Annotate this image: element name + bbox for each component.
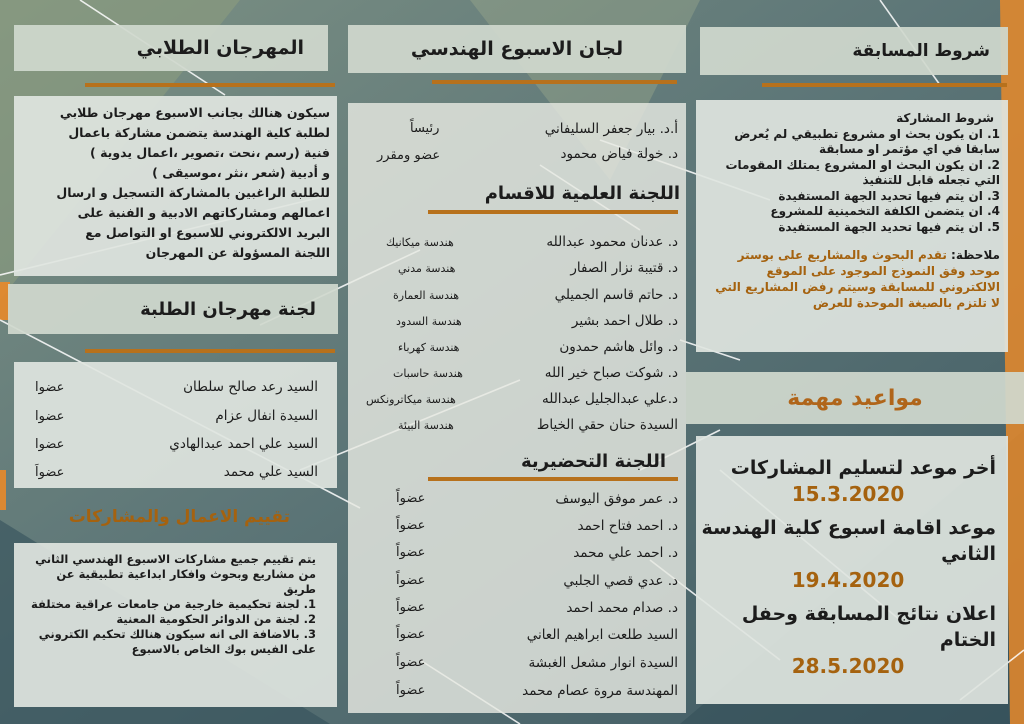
festival-line: فنية (رسم ،نحت ،تصوير ،اعمال يدوية ) <box>90 145 330 160</box>
festival-line: لطلبة كلية الهندسة يتضمن مشاركة باعمال <box>68 125 330 140</box>
member-role: عضواً <box>396 683 426 698</box>
prep-row <box>577 513 678 538</box>
festival-line: اللجنة المسؤولة عن المهرجان <box>145 245 330 260</box>
important-dates-header <box>686 372 1024 424</box>
date-label: أخر موعد لتسليم المشاركات <box>730 457 996 479</box>
member-name: السيدة حنان حقي الخياط <box>536 416 678 433</box>
member-name: أ.د. بيار جعفر السليفاني <box>544 120 678 137</box>
competition-terms-header <box>700 27 1008 75</box>
member-name: السيد رعد صالح سلطان <box>183 378 318 395</box>
member-name: السيد علي محمد <box>223 463 318 480</box>
member-name: د. عدي قصي الجلبي <box>563 572 678 589</box>
festival-text <box>22 103 330 263</box>
prep-row <box>566 595 678 620</box>
condition-item: 5. ان يتم فيها تحديد الجهة المستفيدة <box>778 219 1000 234</box>
festival-committee-title: لجنة مهرجان الطلبة <box>140 298 316 320</box>
scientific-row <box>537 412 678 437</box>
dates-list <box>700 455 996 679</box>
evaluation-item: 3. بالاضافة الى انه سيكون هنالك تحكيم الكتروني على الفيس بوك الخاص بالاسبوع <box>38 627 316 656</box>
member-dept: هندسة كهرباء <box>398 341 460 354</box>
prep-row <box>522 678 678 703</box>
note-paragraph <box>704 247 1000 311</box>
title-underline <box>85 83 335 87</box>
member-role: عضواً <box>396 545 426 560</box>
condition-item: 3. ان يتم فيها تحديد الجهة المستفيدة <box>778 188 1000 203</box>
member-dept: هندسة البيئة <box>398 419 454 432</box>
member-name: د. شوكت صباح خير الله <box>544 364 678 381</box>
scientific-row <box>572 308 678 333</box>
member-role: عضوا <box>35 437 65 452</box>
date-label: اعلان نتائج المسابقة وحفل الختام <box>741 603 996 651</box>
scientific-row <box>559 334 678 359</box>
member-name: د. طلال احمد بشير <box>571 312 678 329</box>
member-name: د. عمر موفق اليوسف <box>555 490 678 507</box>
member-dept: هندسة السدود <box>396 315 462 328</box>
festival-committee-header <box>8 284 338 334</box>
member-role: عضواً <box>396 627 426 642</box>
note-text: تقدم البحوث والمشاريع على بوستر موحد وفق النموذج الموجود على الموقع الالكتروني للمسابقة وسيتم رفض المشاريع التي لا تلتزم بالصيغة الموحدة للعرض <box>715 248 1000 310</box>
condition-item: 1. ان يكون بحث او مشروع تطبيقي لم يُعرض سابقا في اي مؤتمر او مسابقة <box>734 126 1000 156</box>
prep-row <box>528 650 678 675</box>
head-row <box>560 141 678 166</box>
committee-row <box>169 431 318 456</box>
festival-header <box>14 25 328 71</box>
member-dept: هندسة العمارة <box>393 289 460 302</box>
scientific-row <box>555 282 678 307</box>
title-underline <box>432 80 677 84</box>
member-name: د. خولة فياض محمود <box>560 145 678 162</box>
member-role: عضوا <box>35 380 65 395</box>
prep-row <box>555 486 678 511</box>
title-underline <box>428 477 678 481</box>
member-role: رئيساً <box>410 121 440 136</box>
member-role: عضواً <box>396 655 426 670</box>
head-row <box>545 116 678 141</box>
member-name: السيدة انوار مشعل الغبشة <box>528 654 678 671</box>
scientific-row <box>542 386 678 411</box>
prep-row <box>563 568 678 593</box>
member-name: د. احمد فتاح احمد <box>577 517 678 534</box>
scientific-row <box>570 255 678 280</box>
date-value: 28.5.2020 <box>791 654 905 678</box>
member-role: عضوا <box>35 409 65 424</box>
member-dept: هندسة حاسبات <box>393 367 463 380</box>
member-role: عضو ومقرر <box>377 148 441 163</box>
committee-row <box>183 374 318 399</box>
member-role: عضواً <box>396 600 426 615</box>
prep-committee-title: اللجنة التحضيرية <box>521 451 666 472</box>
festival-line: البريد الالكتروني للاسبوع او التواصل مع <box>85 225 330 240</box>
date-value: 19.4.2020 <box>791 568 905 592</box>
member-dept: هندسة ميكاترونكس <box>366 393 456 406</box>
evaluation-item: 2. لجنة من الدوائر الحكومية المعنية <box>116 612 316 626</box>
member-role: عضواً <box>396 518 426 533</box>
evaluation-intro: يتم تقييم جميع مشاركات الاسبوع الهندسي الثاني من مشاريع وبحوث وافكار ابداعية تطبيقية عن طريق <box>35 552 316 596</box>
member-role: عضواً <box>396 573 426 588</box>
member-name: د. احمد علي محمد <box>573 544 678 561</box>
evaluation-text <box>26 552 316 657</box>
member-name: السيد علي احمد عبدالهادي <box>169 435 318 452</box>
committees-header <box>348 25 686 73</box>
scientific-row <box>545 360 678 385</box>
festival-line: اعمالهم ومشاركاتهم الادبية و الفنية على <box>77 205 330 220</box>
member-role: عضواَ <box>35 465 65 480</box>
festival-line: و أدبية (شعر ،نثر ،موسيقى ) <box>152 165 330 180</box>
important-dates-title: مواعيد مهمة <box>787 385 923 411</box>
conditions-text <box>704 111 1000 311</box>
competition-terms-title: شروط المسابقة <box>852 41 990 61</box>
title-underline <box>85 349 335 353</box>
committee-row <box>215 403 318 428</box>
member-name: السيد طلعت ابراهيم العاني <box>526 626 678 643</box>
evaluation-title: تقييم الاعمال والمشاركات <box>68 507 290 527</box>
member-name: السيدة انفال عزام <box>215 407 318 424</box>
condition-item: 2. ان يكون البحث او المشروع يمتلك المقومات التي تجعله قابل للتنفيذ <box>725 157 1000 187</box>
prep-row <box>573 540 678 565</box>
member-dept: هندسة ميكانيك <box>386 236 454 249</box>
conditions-heading: شروط المشاركة <box>896 111 994 125</box>
festival-title: المهرجان الطلابي <box>136 37 304 59</box>
member-dept: هندسة مدني <box>398 262 456 275</box>
member-name: المهندسة مروة عصام محمد <box>522 682 678 699</box>
title-underline <box>428 210 678 214</box>
festival-line: للطلبة الراغبين بالمشاركة التسجيل و ارسال <box>56 185 330 200</box>
evaluation-item: 1. لجنة تحكيمية خارجية من جامعات عراقية مختلفة <box>31 597 316 611</box>
condition-item: 4. ان يتضمن الكلفة التخمينية للمشروع <box>770 204 1000 218</box>
festival-line: سيكون هنالك بجانب الاسبوع مهرجان طلابي <box>59 105 330 120</box>
member-name: د.علي عبدالجليل عبدالله <box>541 390 678 407</box>
note-label: ملاحظة: <box>951 248 1000 262</box>
date-value: 15.3.2020 <box>791 482 905 506</box>
title-underline <box>762 83 1007 87</box>
member-role: عضواً <box>396 491 426 506</box>
scientific-committee-title: اللجنة العلمية للاقسام <box>484 183 680 204</box>
prep-row <box>527 622 678 647</box>
date-label: موعد اقامة اسبوع كلية الهندسة الثاني <box>701 517 996 565</box>
member-name: د. حاتم قاسم الجميلي <box>554 286 678 303</box>
member-name: د. قتيبة نزار الصفار <box>570 259 678 276</box>
member-name: د. عدنان محمود عبدالله <box>546 233 678 250</box>
committees-title: لجان الاسبوع الهندسي <box>410 38 624 60</box>
member-name: د. صدام محمد احمد <box>566 599 678 616</box>
committee-row <box>224 459 318 484</box>
scientific-row <box>546 229 678 254</box>
member-name: د. وائل هاشم حمدون <box>559 338 678 355</box>
